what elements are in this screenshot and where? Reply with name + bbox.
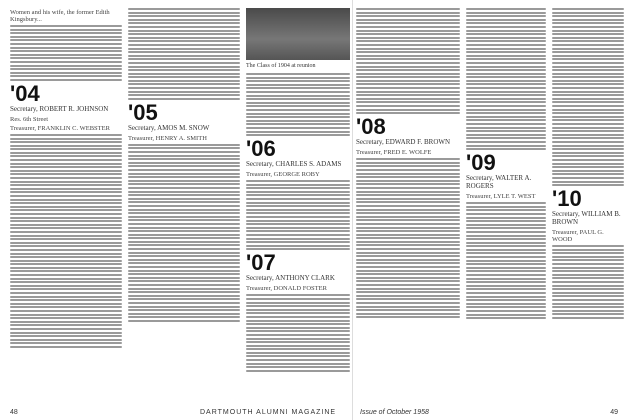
right-column-3: [552, 8, 624, 400]
photo-caption: The Class of 1904 at reunion: [246, 63, 316, 69]
class-treasurer: Treasurer, LYLE T. WEST: [466, 193, 536, 201]
class-secretary: Secretary, WILLIAM B. BROWN: [552, 210, 621, 227]
left-column-1: [10, 8, 122, 400]
right-page-number: 49: [610, 409, 618, 416]
class-year-heading: '05: [128, 99, 158, 125]
page-gutter: [352, 0, 353, 420]
text-block: [246, 180, 350, 250]
text-block: [356, 158, 460, 318]
text-block: [128, 144, 240, 322]
text-block: [356, 8, 460, 114]
right-column-2: [466, 8, 546, 400]
text-block: [466, 8, 546, 150]
class-year-heading: '06: [246, 136, 276, 162]
class-year-heading: '07: [246, 250, 276, 276]
text-block: [552, 245, 624, 319]
left-column-2: [128, 8, 240, 400]
class-treasurer: Treasurer, FRED E. WOLFE: [356, 149, 432, 157]
text-block: [10, 134, 122, 348]
left-column-3: [246, 8, 350, 400]
text-block: [466, 202, 546, 319]
left-page-number: 48: [10, 409, 18, 416]
class-year-heading: '08: [356, 114, 386, 140]
class-treasurer: Treasurer, DONALD FOSTER: [246, 285, 327, 293]
class-treasurer: Treasurer, HENRY A. SMITH: [128, 134, 207, 142]
text-block: [246, 73, 350, 136]
class-secretary: Secretary, CHARLES S. ADAMS: [246, 160, 342, 169]
class-secretary: Secretary, ANTHONY CLARK: [246, 274, 335, 283]
right-column-1: [356, 8, 460, 400]
class-treasurer: Treasurer, GEORGE ROBY: [246, 171, 320, 179]
issue-label: Issue of October 1958: [360, 409, 429, 416]
class-address: Res. 6th Street: [10, 115, 49, 123]
class-year-heading: '10: [552, 186, 582, 212]
class-year-heading: '09: [466, 150, 496, 176]
class-treasurer: Treasurer, PAUL G. WOOD: [552, 229, 604, 244]
intro-line: Women and his wife, the former Edith Kingsbury...: [10, 9, 110, 23]
text-block: [246, 294, 350, 371]
class-secretary: Secretary, WALTER A. ROGERS: [466, 174, 532, 191]
class-secretary: Secretary, ROBERT R. JOHNSON: [10, 104, 109, 113]
class-year-heading: '04: [10, 80, 40, 106]
class-secretary: Secretary, AMOS M. SNOW: [128, 123, 210, 132]
magazine-title: DARTMOUTH ALUMNI MAGAZINE: [200, 409, 337, 416]
text-block: [552, 8, 624, 186]
class-treasurer: Treasurer, FRANKLIN C. WEBSTER: [10, 124, 110, 132]
text-block: [10, 25, 122, 81]
text-block: [128, 8, 240, 100]
class-secretary: Secretary, EDWARD F. BROWN: [356, 138, 451, 147]
reunion-photo: [246, 8, 350, 60]
